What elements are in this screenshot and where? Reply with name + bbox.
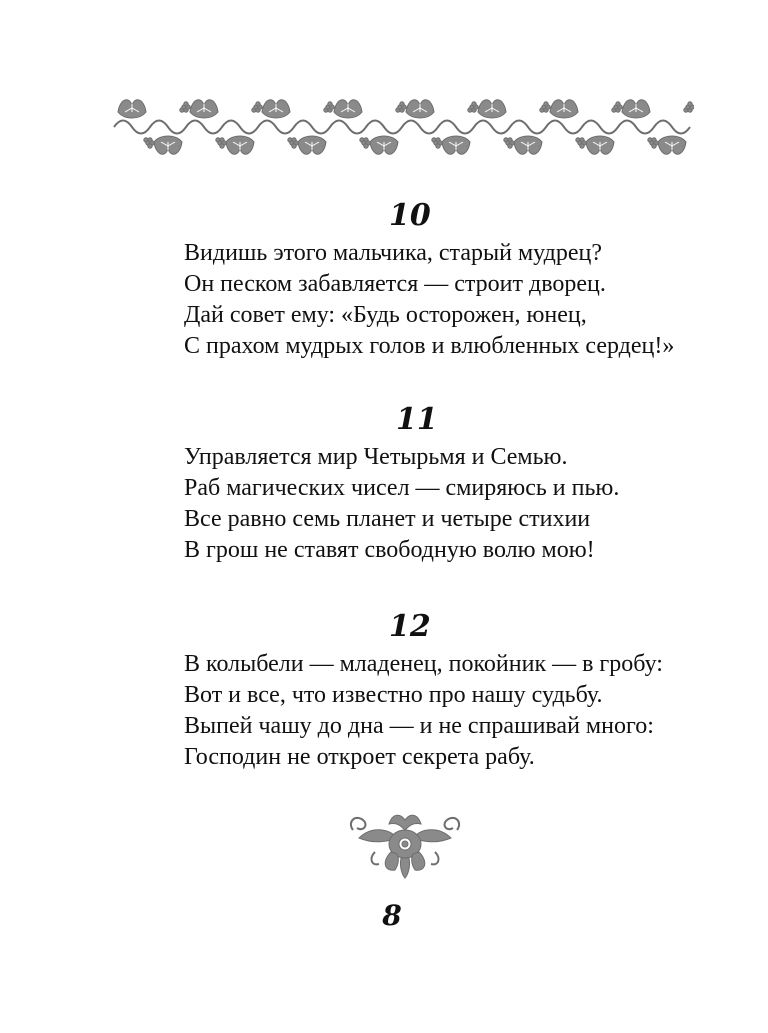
grapevine-border-icon: [110, 92, 694, 162]
floral-vignette-icon: [345, 808, 465, 880]
stanza-12: [184, 611, 704, 773]
verse-line: Все равно семь планет и четыре стихии: [184, 506, 591, 532]
verse-line: Дай совет ему: «Будь осторожен, юнец,: [184, 302, 587, 328]
verse-line: Выпей чашу до дна — и не спрашивай много:: [184, 713, 654, 739]
verse-line: Управляется мир Четырьмя и Семью.: [184, 444, 568, 470]
verse-line: В колыбели — младенец, покойник — в гробу:: [184, 651, 663, 677]
stanza-10: [184, 200, 704, 362]
verse-line: Он песком забавляется — строит дворец.: [184, 271, 606, 297]
verse-line: Раб магических чисел — смиряюсь и пью.: [184, 475, 620, 501]
stanza-number: 12: [389, 609, 431, 644]
stanza-11: [184, 404, 704, 566]
verse-line: Господин не откроет секрета рабу.: [184, 744, 535, 770]
verse-line: Вот и все, что известно про нашу судьбу.: [184, 682, 603, 708]
stanza-number: 11: [396, 402, 438, 437]
verse-line: Видишь этого мальчика, старый мудрец?: [184, 240, 602, 266]
verse-line: С прахом мудрых голов и влюбленных сердец!»: [184, 333, 675, 359]
page-number: 8: [382, 899, 402, 932]
verse-line: В грош не ставят свободную волю мою!: [184, 537, 595, 563]
stanza-number: 10: [389, 198, 431, 233]
